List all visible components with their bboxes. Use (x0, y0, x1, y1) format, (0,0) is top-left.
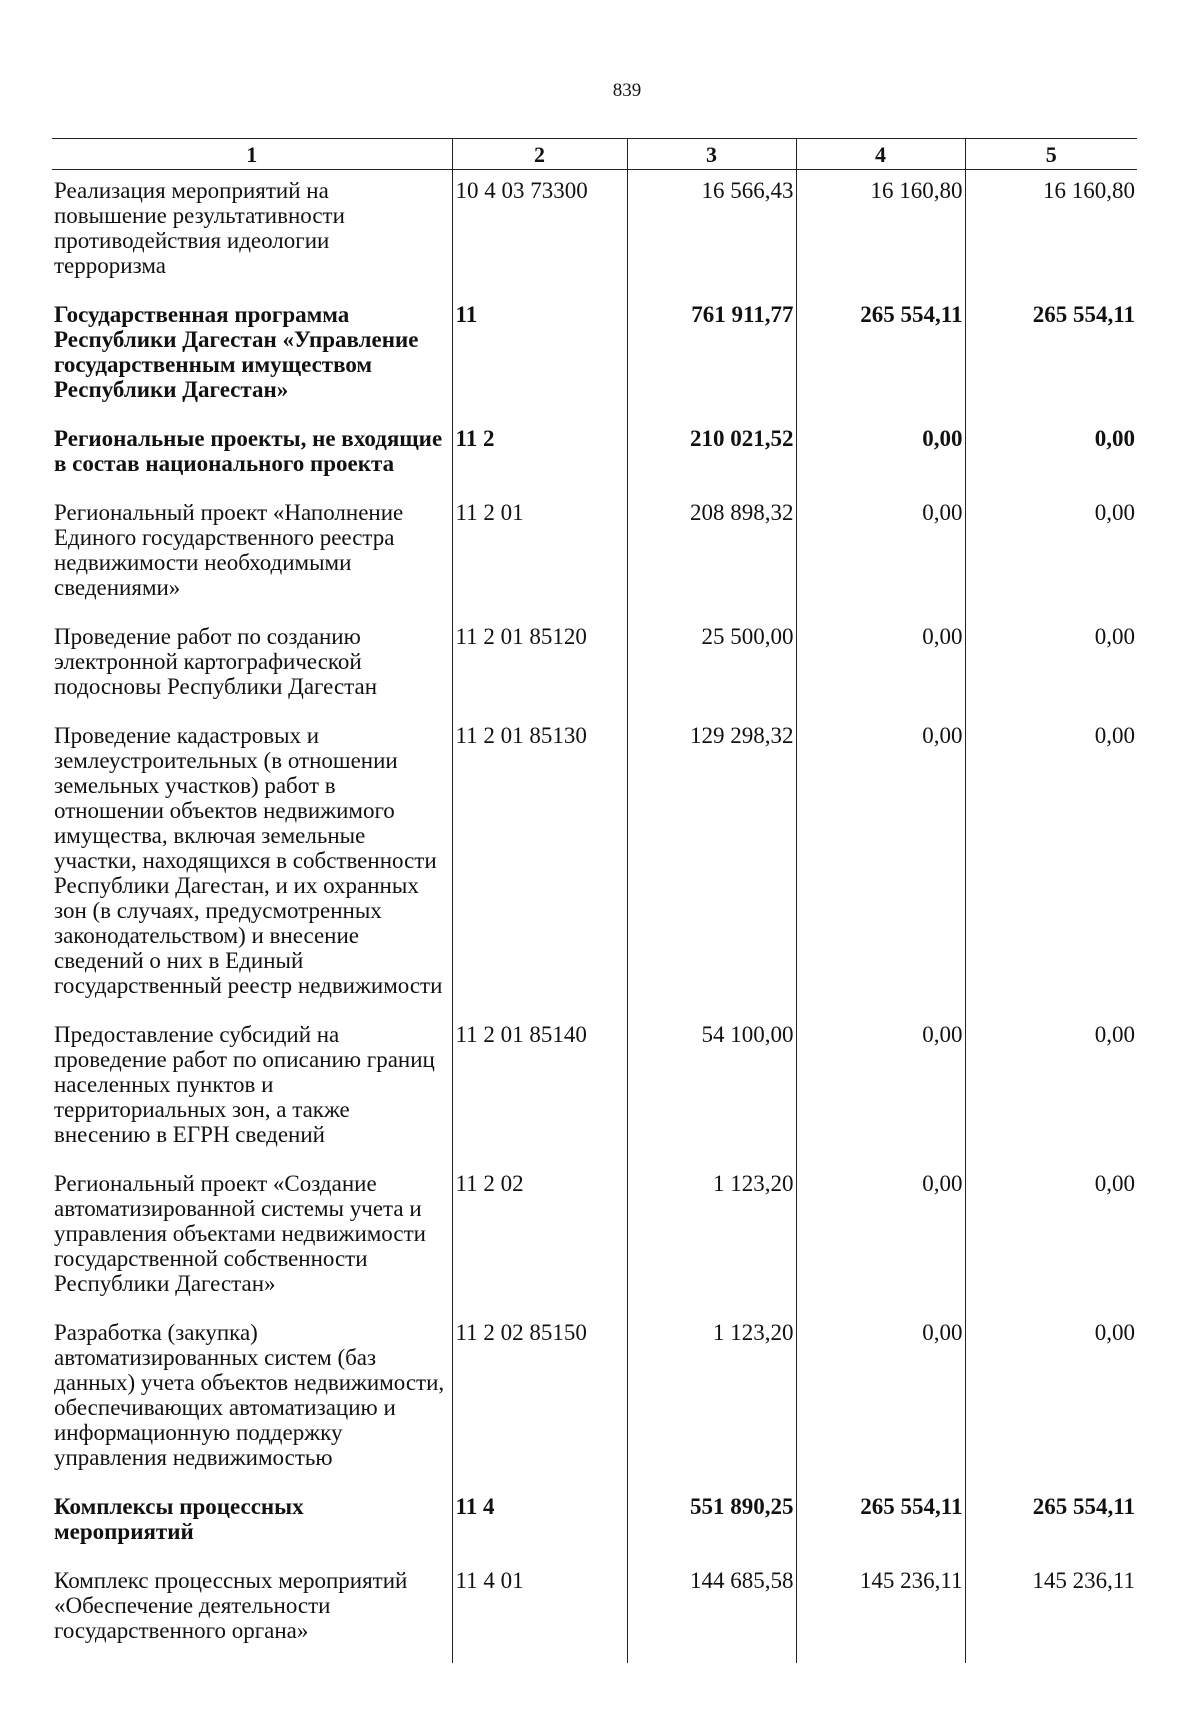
row-value-col4: 0,00 (796, 1312, 965, 1486)
table-row (52, 1486, 1137, 1560)
row-name: Региональный проект «Создание автоматизированной системы учета и управления объектами недвижимости государственной собственности Республики Дагестан» (54, 1171, 426, 1296)
table-row (52, 616, 1137, 715)
row-code: 11 4 (452, 1486, 627, 1560)
row-value-col4: 265 554,11 (796, 1486, 965, 1560)
row-name: Проведение работ по созданию электронной картографической подосновы Республики Дагестан (54, 624, 377, 699)
column-header-3: 3 (627, 139, 796, 170)
row-value-col4: 0,00 (796, 616, 965, 715)
row-value-col5: 0,00 (965, 616, 1137, 715)
row-name: Региональный проект «Наполнение Единого государственного реестра недвижимости необходимыми сведениями» (54, 500, 404, 600)
row-value-col4: 0,00 (796, 715, 965, 1014)
table-row (52, 1312, 1137, 1486)
row-code: 11 2 01 85120 (452, 616, 627, 715)
row-code: 11 2 02 85150 (452, 1312, 627, 1486)
row-name: Комплексы процессных мероприятий (54, 1494, 304, 1544)
row-name: Региональные проекты, не входящие в состав национального проекта (54, 426, 443, 476)
row-code: 11 2 01 85140 (452, 1014, 627, 1163)
row-value-col4: 0,00 (796, 1014, 965, 1163)
table-row (52, 170, 1137, 295)
row-value-col5: 0,00 (965, 492, 1137, 616)
row-value-col5: 0,00 (965, 1312, 1137, 1486)
row-value-col3: 129 298,32 (627, 715, 796, 1014)
row-value-col5: 0,00 (965, 1163, 1137, 1312)
table-row (52, 418, 1137, 492)
row-value-col3: 16 566,43 (627, 170, 796, 295)
row-code: 10 4 03 73300 (452, 170, 627, 295)
column-header-4: 4 (796, 139, 965, 170)
row-value-col3: 144 685,58 (627, 1560, 796, 1663)
row-code: 11 2 (452, 418, 627, 492)
row-value-col3: 208 898,32 (627, 492, 796, 616)
row-value-col3: 761 911,77 (627, 294, 796, 418)
row-value-col5: 0,00 (965, 715, 1137, 1014)
row-value-col3: 551 890,25 (627, 1486, 796, 1560)
row-value-col5: 145 236,11 (965, 1560, 1137, 1663)
row-value-col3: 1 123,20 (627, 1163, 796, 1312)
row-value-col4: 0,00 (796, 1163, 965, 1312)
row-name: Проведение кадастровых и землеустроительных (в отношении земельных участков) работ в отношении объектов недвижимого имущества, включая земельные участки, находящихся в собственности Республики Дагестан, и их охранных зон (в случаях, предусмотренных законодательством) и внесение сведений о них в Единый государственный реестр недвижимости (54, 723, 443, 998)
row-code: 11 (452, 294, 627, 418)
row-value-col4: 145 236,11 (796, 1560, 965, 1663)
column-header-1: 1 (52, 139, 452, 170)
row-value-col4: 0,00 (796, 418, 965, 492)
row-value-col3: 25 500,00 (627, 616, 796, 715)
row-value-col5: 265 554,11 (965, 294, 1137, 418)
table-row (52, 715, 1137, 1014)
column-header-2: 2 (452, 139, 627, 170)
row-value-col3: 1 123,20 (627, 1312, 796, 1486)
table-row (52, 1560, 1137, 1663)
row-value-col4: 16 160,80 (796, 170, 965, 295)
row-value-col4: 265 554,11 (796, 294, 965, 418)
row-name: Разработка (закупка) автоматизированных систем (баз данных) учета объектов недвижимости, обеспечивающих автоматизацию и информационную поддержку управления недвижимостью (54, 1320, 445, 1470)
row-value-col4: 0,00 (796, 492, 965, 616)
row-value-col3: 210 021,52 (627, 418, 796, 492)
table-row (52, 1163, 1137, 1312)
row-value-col5: 0,00 (965, 418, 1137, 492)
row-value-col5: 0,00 (965, 1014, 1137, 1163)
row-code: 11 2 02 (452, 1163, 627, 1312)
row-value-col3: 54 100,00 (627, 1014, 796, 1163)
page-number: 839 (612, 80, 642, 101)
row-code: 11 2 01 85130 (452, 715, 627, 1014)
row-name: Реализация мероприятий на повышение результативности противодействия идеологии терроризма (54, 178, 345, 278)
row-name: Предоставление субсидий на проведение работ по описанию границ населенных пунктов и территориальных зон, а также внесению в ЕГРН сведений (54, 1022, 435, 1147)
budget-table (52, 138, 1137, 1663)
row-value-col5: 265 554,11 (965, 1486, 1137, 1560)
table-row (52, 492, 1137, 616)
table-header-row (52, 139, 1137, 170)
column-header-5: 5 (965, 139, 1137, 170)
row-code: 11 2 01 (452, 492, 627, 616)
row-value-col5: 16 160,80 (965, 170, 1137, 295)
table-row (52, 1014, 1137, 1163)
row-name: Государственная программа Республики Дагестан «Управление государственным имуществом Республики Дагестан» (54, 302, 419, 402)
row-name: Комплекс процессных мероприятий «Обеспечение деятельности государственного органа» (54, 1568, 408, 1643)
row-code: 11 4 01 (452, 1560, 627, 1663)
table-row (52, 294, 1137, 418)
